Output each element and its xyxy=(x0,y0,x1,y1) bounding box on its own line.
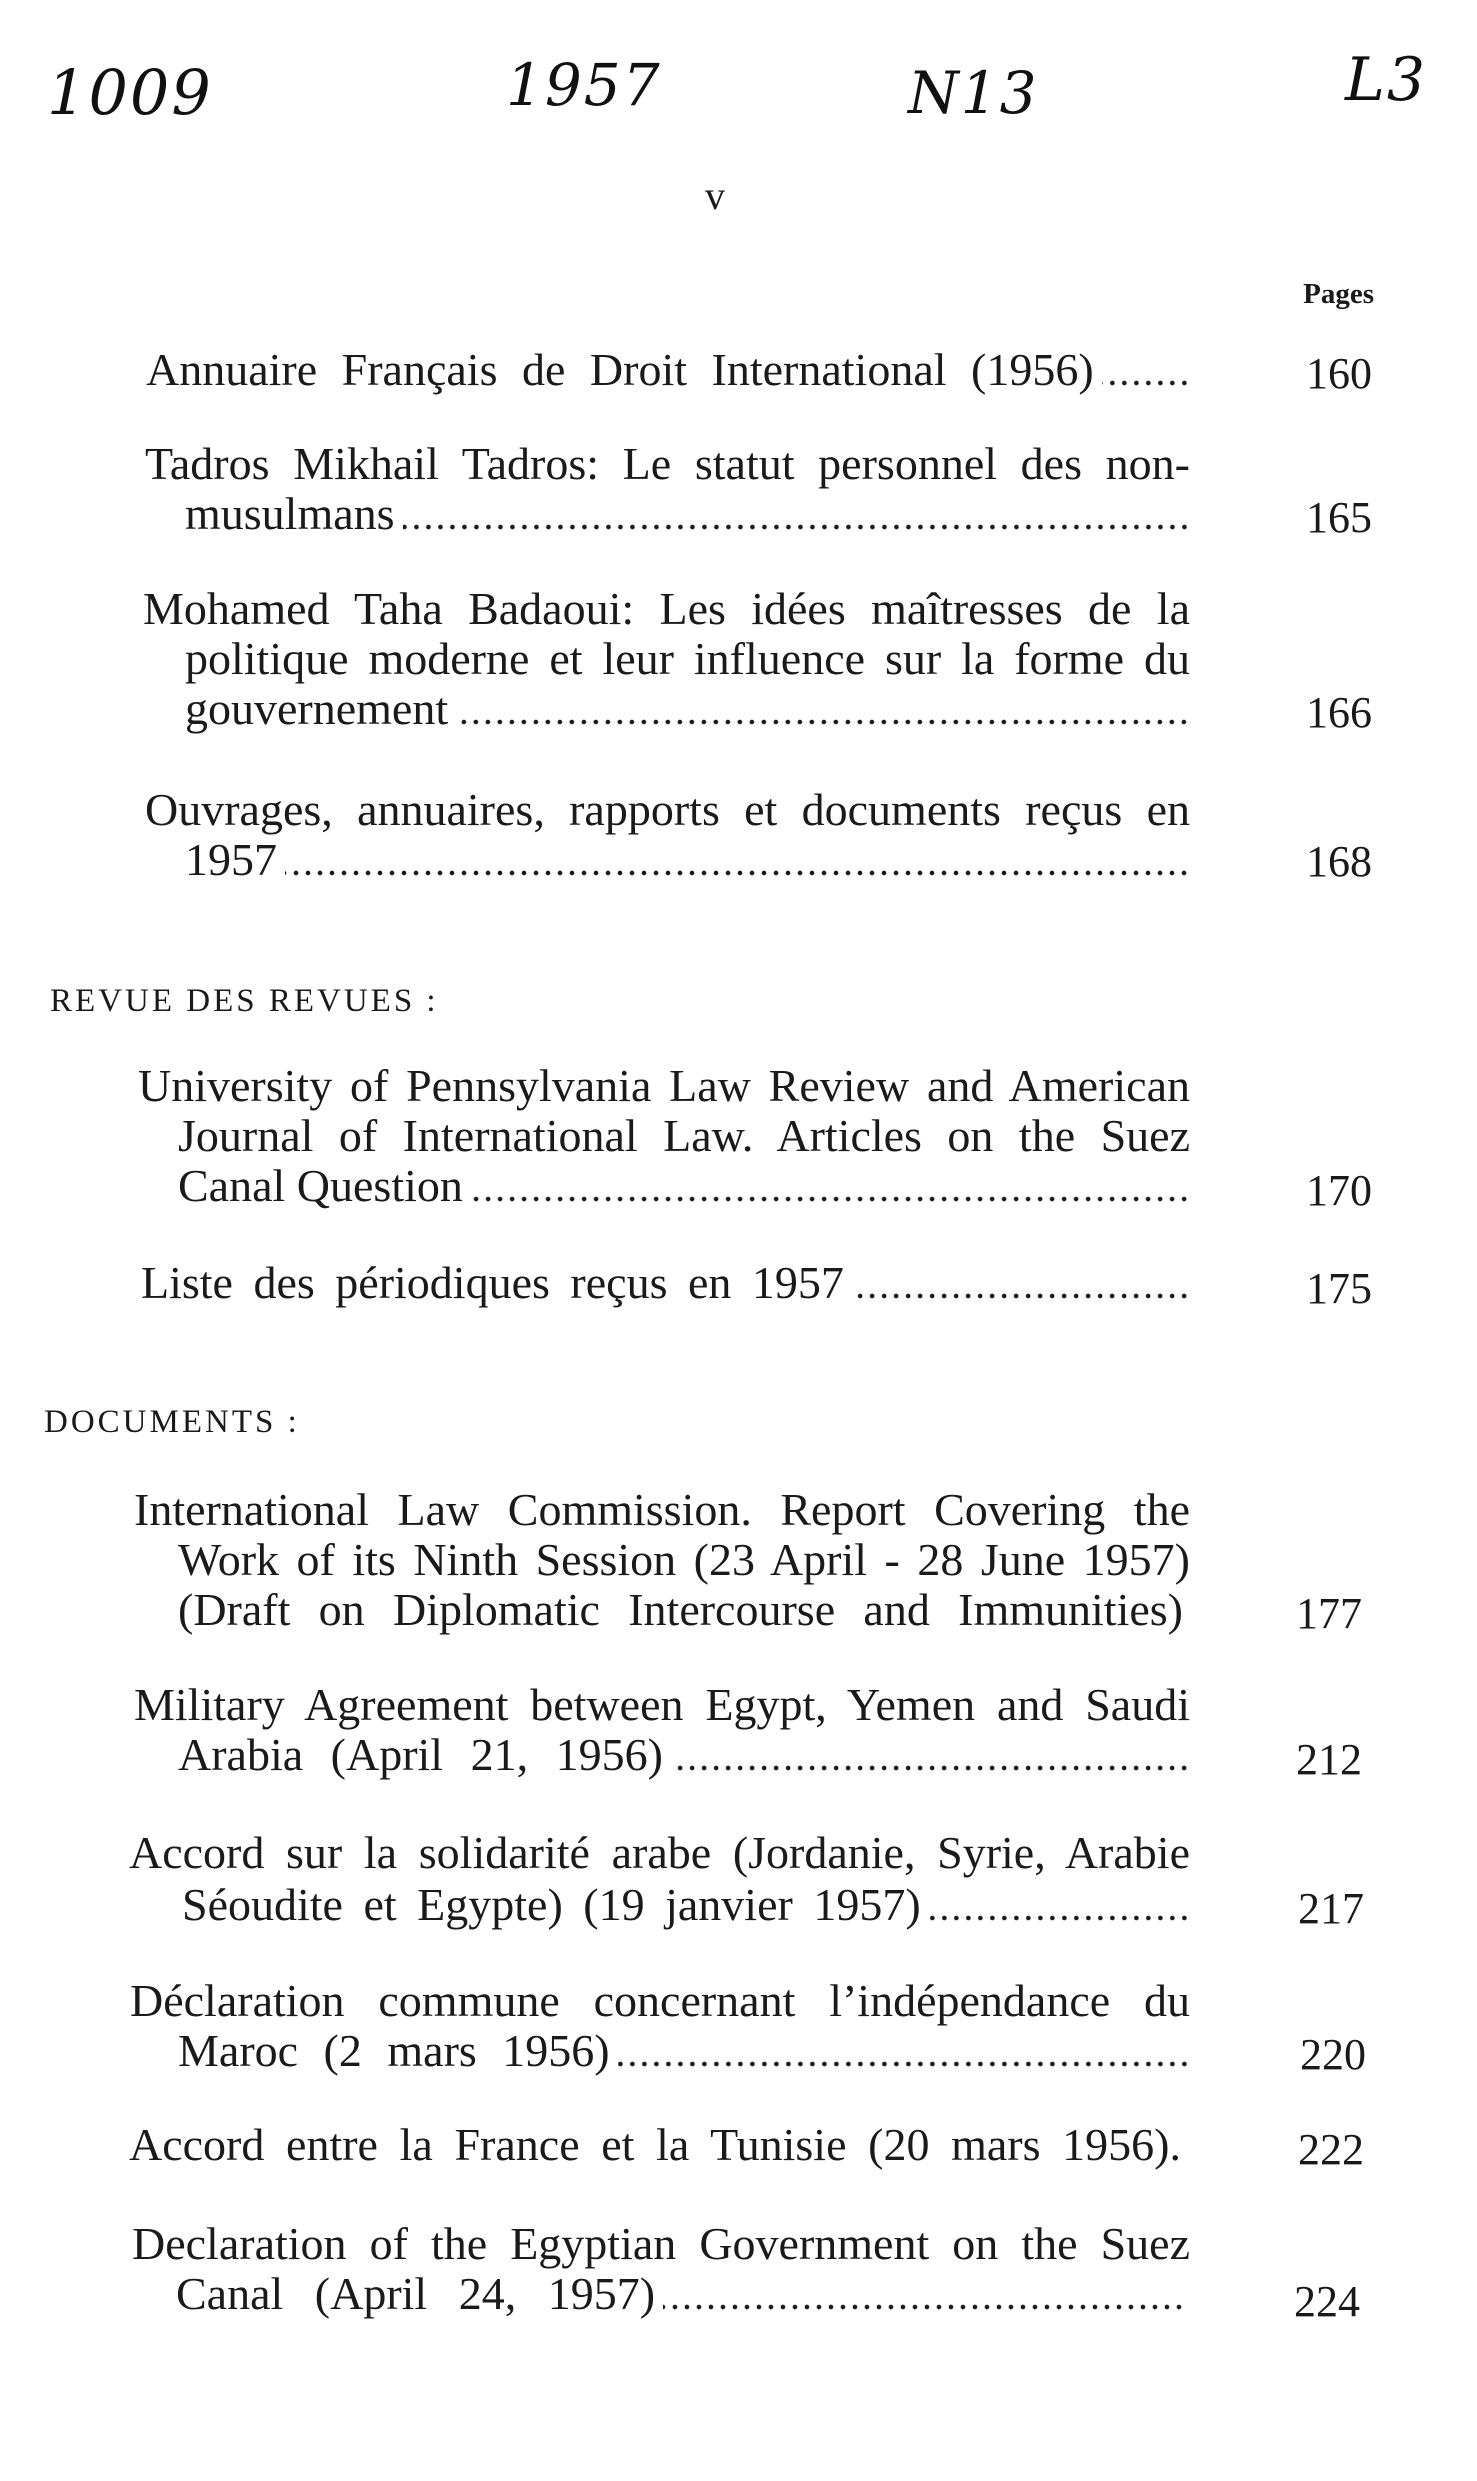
page-number: 224 xyxy=(1294,2277,1360,2326)
entry-line xyxy=(178,2026,1190,2076)
entry-line xyxy=(178,1730,1190,1780)
entry-line xyxy=(182,1880,1190,1930)
entry-line: Journal of International Law. Articles on the Suez xyxy=(178,1110,1190,1161)
entry-line: Tadros Mikhail Tadros: Le statut personnel des non- xyxy=(145,438,1190,489)
toc-entry xyxy=(0,344,1477,398)
entry-line-text: Arabia (April 21, 1956) xyxy=(178,1729,663,1780)
page-number: 177 xyxy=(1296,1589,1362,1638)
entry-line-text: Annuaire Français de Droit International (1956) xyxy=(146,344,1094,395)
entry-line: Accord sur la solidarité arabe (Jordanie, Syrie, Arabie xyxy=(129,1827,1190,1878)
toc-entry xyxy=(0,1257,1477,1313)
toc-entry xyxy=(0,438,1477,542)
section-heading: REVUE DES REVUES : xyxy=(50,983,439,1019)
dot-leader xyxy=(663,2269,1185,2319)
entry-line xyxy=(178,1161,1190,1211)
entry-line: politique moderne et leur influence sur la forme du xyxy=(185,633,1190,684)
entry-line-text: gouvernement xyxy=(185,683,449,734)
entry-line-text: 1957 xyxy=(185,834,277,885)
toc-entry xyxy=(0,1827,1477,1933)
dot-leader xyxy=(929,1880,1190,1930)
entry-line xyxy=(185,835,1190,885)
handwritten-note: N13 xyxy=(908,59,1039,127)
entry-line xyxy=(185,489,1190,539)
entry-line: Mohamed Taha Badaoui: Les idées maîtresses de la xyxy=(143,583,1190,634)
entry-line-text: Liste des périodiques reçus en 1957 xyxy=(141,1257,844,1308)
entry-line: Declaration of the Egyptian Government on the Suez xyxy=(132,2218,1190,2269)
toc-entry xyxy=(0,583,1477,737)
toc-entry xyxy=(0,785,1477,885)
entry-line-text: Maroc (2 mars 1956) xyxy=(178,2025,610,2076)
dot-leader xyxy=(618,2026,1190,2076)
entry-line: University of Pennsylvania Law Review and American xyxy=(138,1060,1190,1111)
entry-line: Military Agreement between Egypt, Yemen and Saudi xyxy=(134,1679,1190,1730)
page-number: 217 xyxy=(1298,1884,1364,1933)
page-number: 168 xyxy=(1306,837,1372,886)
entry-line xyxy=(141,1258,1190,1308)
page-number: 222 xyxy=(1298,2125,1364,2174)
handwritten-note: 1957 xyxy=(506,51,662,119)
entry-line-text: Canal (April 24, 1957) xyxy=(176,2268,656,2319)
page-number: 160 xyxy=(1306,349,1372,398)
page-folio: v xyxy=(705,173,725,218)
toc-entry xyxy=(0,1484,1477,1638)
page-number: 165 xyxy=(1306,493,1372,542)
toc-entry xyxy=(0,1975,1477,2079)
page-number: 212 xyxy=(1296,1735,1362,1784)
entry-line-text: Séoudite et Egypte) (19 janvier 1957) xyxy=(182,1879,921,1930)
entry-line-text: musulmans xyxy=(185,488,395,539)
toc-entry xyxy=(0,1060,1477,1215)
entry-line xyxy=(185,684,1190,734)
entry-line: (Draft on Diplomatic Intercourse and Immunities) xyxy=(178,1584,1183,1635)
section-heading: DOCUMENTS : xyxy=(44,1404,300,1440)
dot-leader xyxy=(403,489,1190,539)
handwritten-note: L3 xyxy=(1345,45,1428,115)
entry-line: Accord entre la France et la Tunisie (20 mars 1956). xyxy=(129,2119,1181,2170)
page-number: 220 xyxy=(1300,2030,1366,2079)
toc-entry xyxy=(0,2119,1477,2174)
entry-line xyxy=(146,345,1190,395)
entry-line: Work of its Ninth Session (23 April - 28 June 1957) xyxy=(178,1534,1190,1585)
page-number: 175 xyxy=(1306,1264,1372,1313)
dot-leader xyxy=(852,1258,1190,1308)
handwritten-note: 1009 xyxy=(47,56,213,129)
dot-leader xyxy=(285,835,1190,885)
entry-line xyxy=(176,2269,1185,2319)
pages-column-header: Pages xyxy=(1303,278,1374,310)
toc-entry xyxy=(0,2218,1477,2326)
dot-leader xyxy=(1102,345,1190,395)
entry-line-text: Canal Question xyxy=(178,1160,463,1211)
toc-entry xyxy=(0,1679,1477,1784)
entry-line: Ouvrages, annuaires, rapports et documents reçus en xyxy=(145,784,1190,835)
dot-leader xyxy=(671,1730,1190,1780)
page-number: 166 xyxy=(1306,688,1372,737)
dot-leader xyxy=(456,684,1190,734)
dot-leader xyxy=(471,1161,1190,1211)
page-number: 170 xyxy=(1306,1166,1372,1215)
entry-line: International Law Commission. Report Covering the xyxy=(134,1484,1190,1535)
entry-line: Déclaration commune concernant l’indépendance du xyxy=(130,1975,1190,2026)
